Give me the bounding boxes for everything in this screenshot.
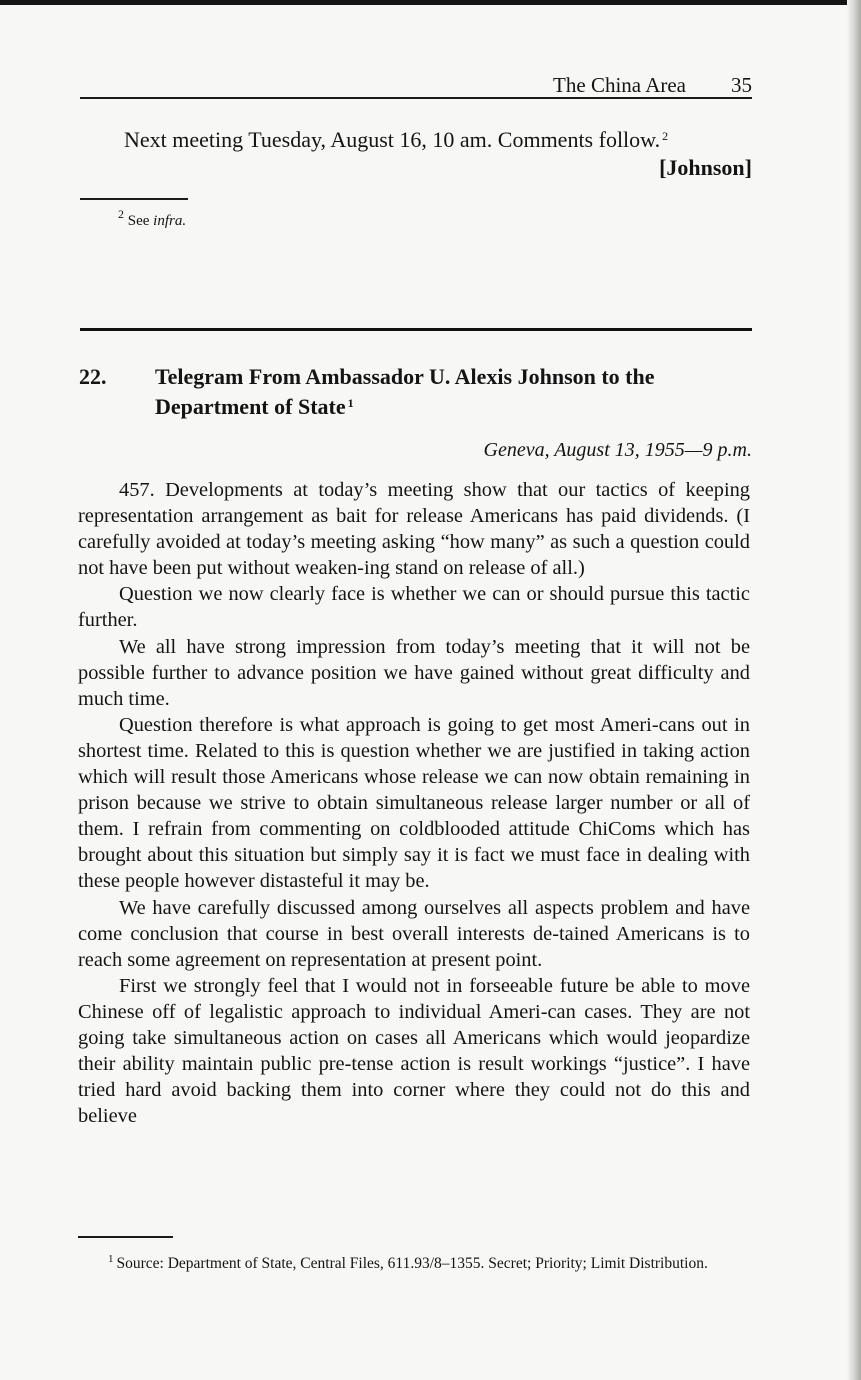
paragraph-1: 457. Developments at today’s meeting show that our tactics of keeping representation arrangement as bait for release Americans has paid dividends. (I carefully avoided at today’s meeting asking “how many” as such a question could not have been put without weaken-ing stand on release of all.): [78, 479, 750, 580]
footnote-top-text: See: [127, 213, 150, 229]
footnote-rule-bottom: [78, 1236, 173, 1238]
paragraph-4: Question therefore is what approach is going to get most Ameri-cans out in shortest time. Related to this is question whether we are justified in taking action which will result those Americans whose release we can now obtain remaining in prison because we strive to obtain simultaneous release larger number or all of them. I refrain from commenting on coldblooded attitude ChiComs which has brought about this situation but simply say it is fact we must face in dealing with these people however distasteful it may be.: [78, 713, 750, 893]
page-top-edge: [0, 0, 861, 5]
document-title: [155, 364, 715, 420]
footnote-top-italic: infra.: [153, 213, 187, 229]
paragraph-6: First we strongly feel that I would not in forseeable future be able to move Chinese off of legalistic approach to individual Ameri-can cases. They are not going take simultaneous action on cases all Americans which would jeopardize their ability maintain public pre-tense action is result workings “justice”. I have tried hard avoid backing them into corner where they could not do this and believe: [78, 974, 750, 1128]
document-number: 22.: [79, 364, 107, 389]
footnote-bottom-text: Source: Department of State, Central Files, 611.93/8–1355. Secret; Priority; Limit Distribution.: [116, 1254, 708, 1272]
intro-paragraph: [124, 127, 668, 153]
paragraph-5: We have carefully discussed among ourselves all aspects problem and have come conclusion that course in best overall interests de-tained Americans is to reach some agreement on representation at present point.: [78, 896, 750, 971]
running-header: [80, 73, 752, 97]
footnote-mark-1: 1: [108, 1252, 114, 1265]
document-title-text: Telegram From Ambassador U. Alexis Johnson to the Department of State: [155, 364, 655, 419]
footnote-ref-1: 1: [347, 396, 354, 410]
header-rule: [80, 97, 752, 99]
footnote-bottom-body: [78, 1249, 750, 1274]
page-number: 35: [731, 73, 752, 97]
paragraph-3: We all have strong impression from today’s meeting that it will not be possible further to advance position we have gained without great difficulty and much time.: [78, 635, 750, 710]
footnote-bottom: [78, 1236, 750, 1274]
section-rule: [80, 328, 752, 331]
intro-text: Next meeting Tuesday, August 16, 10 am. Comments follow.: [124, 127, 661, 152]
running-title: The China Area: [553, 73, 686, 97]
footnote-mark-2: 2: [118, 207, 124, 221]
body-text: [78, 477, 750, 1129]
page-right-edge-shadow: [847, 0, 861, 1380]
paragraph-2: Question we now clearly face is whether we can or should pursue this tactic further.: [78, 583, 750, 632]
dateline: Geneva, August 13, 1955—9 p.m.: [483, 439, 752, 461]
footnote-rule-top: [80, 198, 188, 200]
signature: [Johnson]: [659, 155, 752, 180]
footnote-ref-2: 2: [662, 129, 669, 143]
footnote-top: [116, 207, 186, 230]
